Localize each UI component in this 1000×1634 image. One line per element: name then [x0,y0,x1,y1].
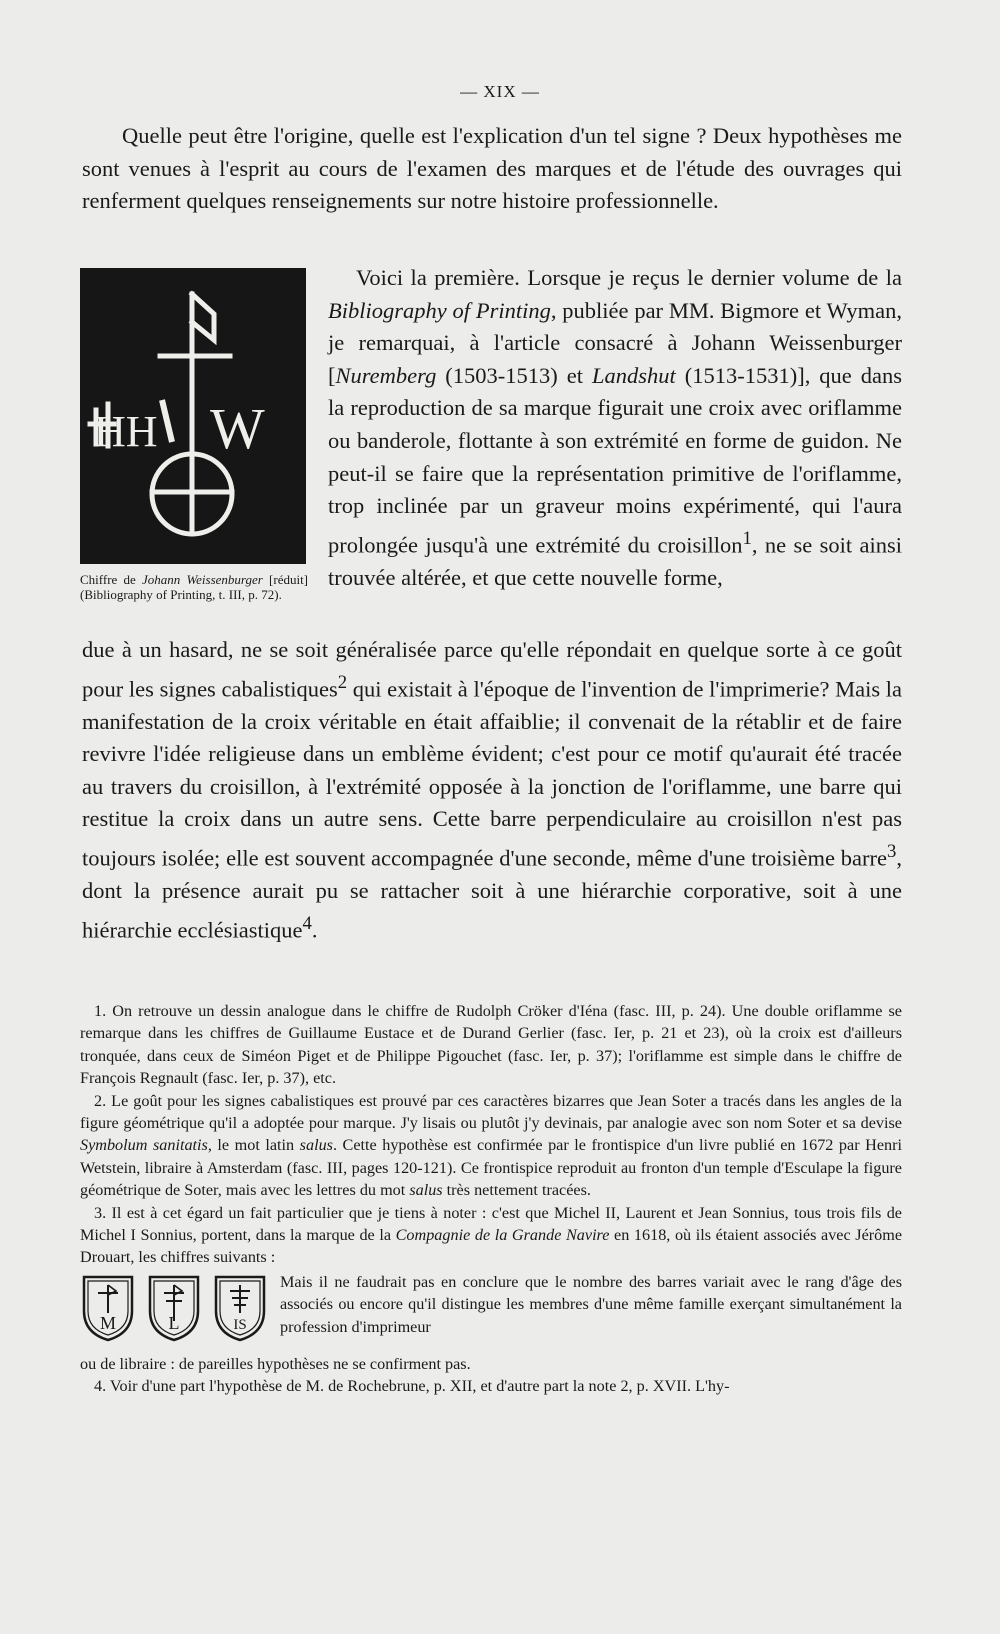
footnote-3-end: ou de libraire : de pareilles hypothèses ne se confirment pas. [80,1354,471,1373]
figure-caption: Chiffre de Johann Weissenburger [réduit] (Bibliography of Printing, t. III, p. 72). [80,572,309,602]
printer-mark-figure [80,268,308,602]
cross-orb-emblem [82,270,304,562]
shield-letter: IS [233,1316,247,1333]
footnotes [80,1000,902,1398]
footnote-3-side-text: Mais il ne faudrait pas en conclure que le nombre des barres variait avec le rang d'âge des associés ou encore qu'il distingue les membres d'une même famille exerçant simultanément la profession d'imprimeur [280,1272,902,1336]
shield-letter: L [168,1312,180,1333]
shield-mark-2 [146,1273,202,1343]
shield-letter: M [99,1312,117,1333]
footnote-3-figures [80,1271,902,1353]
footnote-ref-4: 4 [302,912,312,934]
shield-mark-1 [80,1273,136,1343]
shield-marks [80,1273,275,1345]
footnote-2: 2. Le goût pour les signes cabalistiques est prouvé par ces caractères bizarres que Jean Soter a tracés dans les angles de la figure géométrique qu'il a adoptée pour marque. J'y lisais ou plutôt j'y devinais, par analogie avec son nom Soter et sa devise Symbolum sanitatis, le mot latin salus. Cette hypothèse est confirmée par le frontispice d'un livre publié en 1672 par Henri Wetstein, libraire à Amsterdam (fasc. III, pages 120-121). Ce frontispice reproduit au fronton d'un temple d'Esculape la figure géométrique de Soter, mais avec les lettres du mot salus très nettement tracées. [80,1091,902,1200]
printer-mark-image [80,268,306,564]
main-paragraph-continued: due à un hasard, ne se soit généralisée parce qu'elle répondait en quelque sorte à ce goût pour les signes cabalistiques$^2$ qui existait à l'époque de l'invention de l'imprimerie? Mais la manifestation de la croix véritable en était affaiblie; il convenait de la rétablir et de faire revivre l'idée religieuse dans un emblème évident; c'est pour ce motif qu'aurait été tracée au travers du croisillon, à l'extrémité opposée à la jonction de l'oriflamme, une barre qui restitue la croix dans un autre sens. Cette barre perpendiculaire au croisillon n'est pas toujours isolée; elle est souvent accompagnée d'une seconde, même d'une troisième barre$^3$, dont la présence aurait pu se rattacher soit à une hiérarchie corporative, soit à une hiérarchie ecclésiastique$^4$. [82,637,902,943]
main-paragraph-wrapped: Voici la première. Lorsque je reçus le dernier volume de la Bibliography of Printing, publiée par MM. Bigmore et Wyman, je remarquai, à l'article consacré à Johann Weissenburger [Nuremberg (1503-1513) et Landshut (1513-1531)], que dans la reproduction de sa marque figurait une croix avec oriflamme ou banderole, flottante à son extrémité en forme de guidon. Ne peut-il se faire que la représentation primitive de l'oriflamme, trop inclinée par un graveur moins expérimenté, qui l'aura prolongée jusqu'à une extrémité du croisillon$^1$, ne se soit ainsi trouvée altérée, et que cette nouvelle forme, [328,265,903,590]
intro-paragraph: Quelle peut être l'origine, quelle est l'explication d'un tel signe ? Deux hypothèses me sont venues à l'esprit au cours de l'examen des marques et de l'étude des ouvrages qui renferment quelques renseignements sur notre histoire professionnelle. [82,123,902,214]
footnote-ref-2: 2 [337,671,348,693]
footnote-ref-3: 3 [887,841,897,863]
monogram-left: HH [94,407,158,456]
shield-mark-3 [212,1273,268,1343]
footnote-1: 1. On retrouve un dessin analogue dans le chiffre de Rudolph Cröker d'Iéna (fasc. III, p. 24). Une double oriflamme se remarque dans les chiffres de Guillaume Eustace et de Durand Gerlier (fasc. Ier, p. 21 et 23), où la croix est d'ailleurs tronquée, dans ceux de Siméon Piget et de Philippe Pigouchet (fasc. Ier, p. 37); l'oriflamme est simple dans le chiffre de François Regnault (fasc. Ier, p. 37), etc. [80,1002,902,1088]
footnote-4: 4. Voir d'une part l'hypothèse de M. de Rochebrune, p. XII, et d'autre part la note 2, p. XVII. L'hy- [94,1377,730,1396]
monogram-right: W [210,396,265,461]
footnote-3: 3. Il est à cet égard un fait particulier que je tiens à noter : c'est que Michel II, Laurent et Jean Sonnius, tous trois fils de Michel I Sonnius, portent, dans la marque de la Compagnie de la Grande Navire en 1618, où ils étaient associés avec Jérôme Drouart, les chiffres suivants : [80,1203,903,1267]
footnote-ref-1: 1 [742,527,752,549]
page-number: — XIX — [460,82,540,101]
